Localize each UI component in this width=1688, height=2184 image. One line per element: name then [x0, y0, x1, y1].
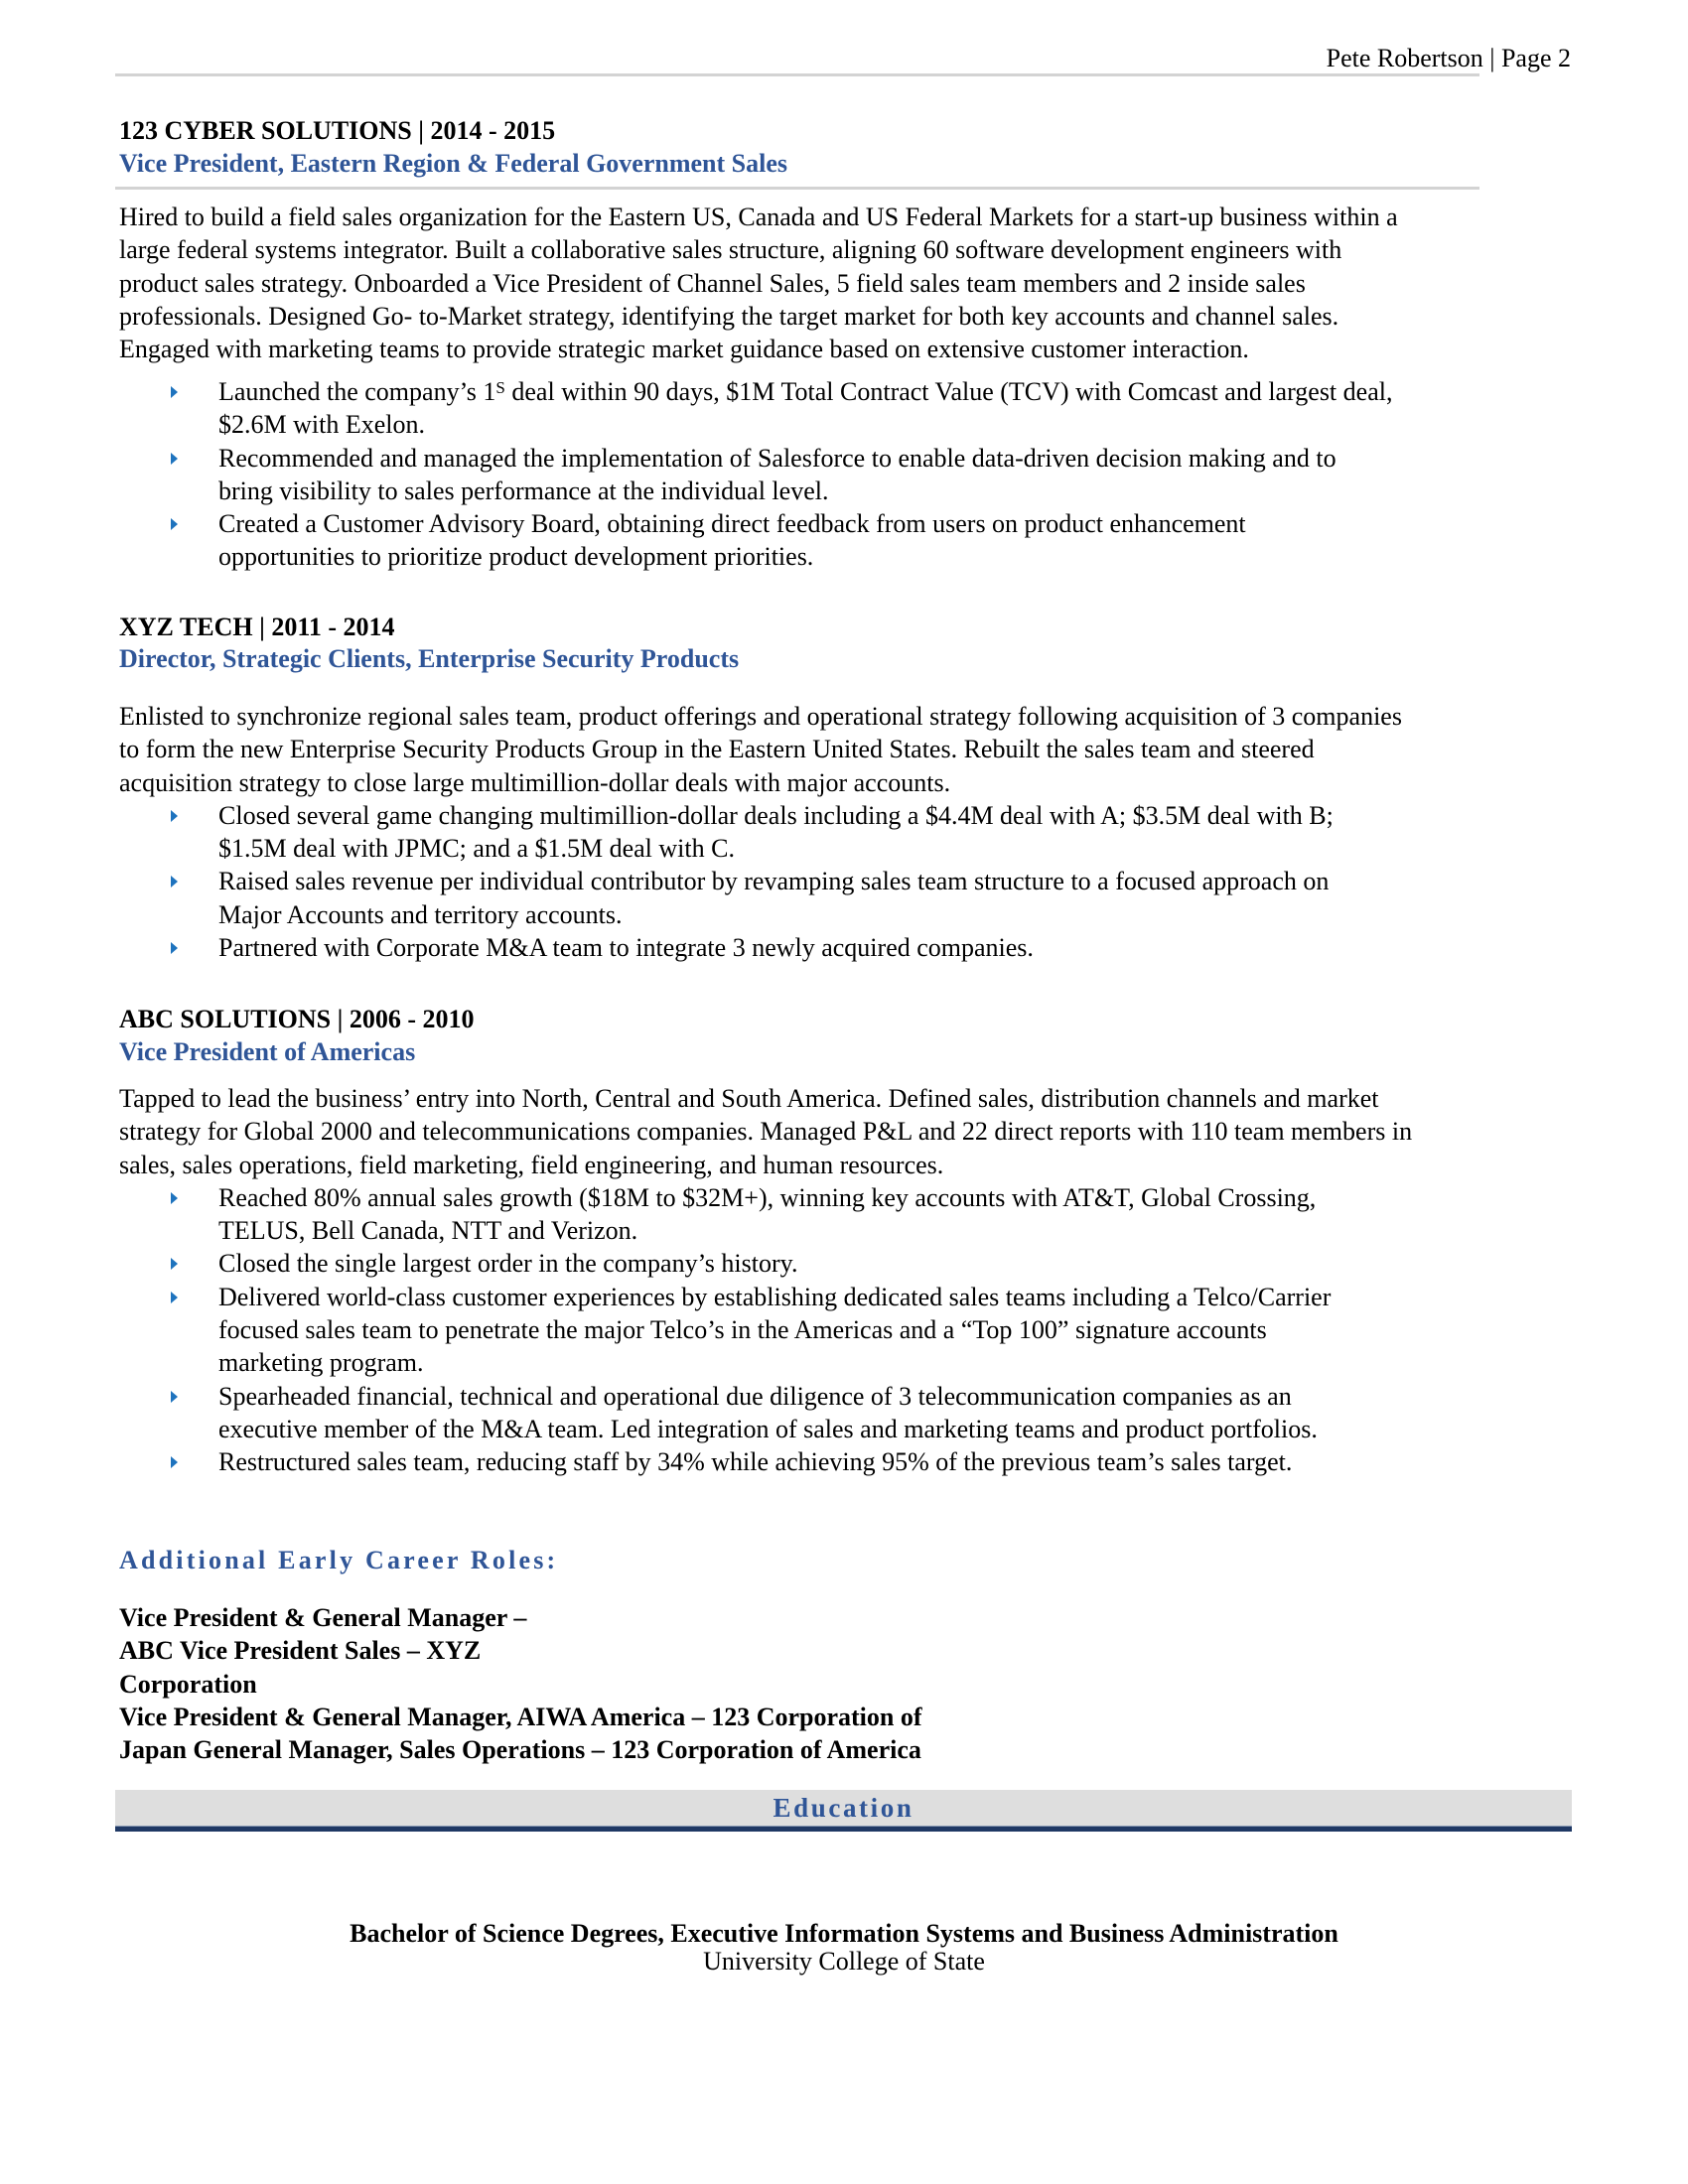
title-rule: [115, 187, 1479, 190]
triangle-right-icon: [171, 453, 178, 465]
education-band-bar: [115, 1826, 1572, 1832]
job-title: Vice President, Eastern Region & Federal Government Sales: [119, 149, 787, 178]
triangle-right-icon: [171, 942, 178, 954]
bullet-item: [119, 1281, 1589, 1380]
triangle-right-icon: [171, 518, 178, 530]
education-section-band: [115, 1790, 1572, 1826]
bullet-text: TELUS, Bell Canada, NTT and Verizon.: [218, 1216, 638, 1246]
bullet-text: $1.5M deal with JPMC; and a $1.5M deal with C.: [218, 834, 735, 864]
early-career-heading: Additional Early Career Roles:: [119, 1546, 559, 1574]
bullet-text: Created a Customer Advisory Board, obtaining direct feedback from users on product enhancement: [218, 509, 1246, 539]
role-line: Vice President & General Manager –: [119, 1603, 527, 1632]
job-title: Director, Strategic Clients, Enterprise Security Products: [119, 644, 740, 673]
bullet-item: [119, 931, 1589, 964]
job-summary: [119, 700, 1589, 964]
triangle-right-icon: [171, 876, 178, 887]
summary-line: sales, sales operations, field marketing, field engineering, and human resources.: [119, 1150, 944, 1179]
summary-line: strategy for Global 2000 and telecommunications companies. Managed P&L and 22 direct reports with 110 team members in: [119, 1117, 1413, 1147]
summary-line: acquisition strategy to close large multimillion-dollar deals with major accounts.: [119, 767, 951, 797]
triangle-right-icon: [171, 1192, 178, 1204]
bullet-text: Recommended and managed the implementation of Salesforce to enable data-driven decision making and to: [218, 443, 1336, 473]
triangle-right-icon: [171, 810, 178, 822]
education-heading: Education: [773, 1793, 914, 1823]
job-title: Vice President of Americas: [119, 1037, 416, 1066]
role-line: Vice President & General Manager, AIWA America – 123 Corporation of: [119, 1702, 922, 1731]
summary-line: to form the new Enterprise Security Products Group in the Eastern United States. Rebuilt the sales team and steered: [119, 735, 1315, 764]
job-company: ABC SOLUTIONS | 2006 - 2010: [119, 1005, 475, 1033]
role-line: Corporation: [119, 1669, 257, 1699]
summary-line: product sales strategy. Onboarded a Vice President of Channel Sales, 5 field sales team members and 2 inside sales: [119, 268, 1306, 298]
bullet-item: [119, 799, 1589, 866]
bullet-text: focused sales team to penetrate the major Telco’s in the Americas and a “Top 100” signature accounts: [218, 1315, 1267, 1345]
triangle-right-icon: [171, 1391, 178, 1403]
bullet-item: [119, 375, 1589, 442]
page-header: Pete Robertson | Page 2: [1326, 44, 1571, 72]
role-line: ABC Vice President Sales – XYZ: [119, 1636, 482, 1666]
bullet-text: Launched the company’s 1: [218, 377, 496, 406]
bullet-item: [119, 507, 1589, 574]
bullet-text: Raised sales revenue per individual contributor by revamping sales team structure to a focused approach on: [218, 867, 1330, 896]
bullet-text: Reached 80% annual sales growth ($18M to $32M+), winning key accounts with AT&T, Global Crossing,: [218, 1182, 1317, 1212]
triangle-right-icon: [171, 386, 178, 398]
bullet-text: deal within 90 days, $1M Total Contract Value (TCV) with Comcast and largest deal,: [504, 377, 1393, 406]
bullet-text: Delivered world-class customer experiences by establishing dedicated sales teams including a Telco/Carrier: [218, 1282, 1332, 1311]
bullet-text: Closed several game changing multimillion-dollar deals including a $4.4M deal with A; $3.5M deal with B;: [218, 800, 1334, 830]
job-summary: [119, 1082, 1589, 1479]
bullet-item: [119, 1247, 1589, 1280]
education-school: University College of State: [703, 1947, 985, 1976]
job-bullets: [119, 375, 1589, 574]
bullet-item: [119, 442, 1589, 508]
triangle-right-icon: [171, 1258, 178, 1270]
education-degree: Bachelor of Science Degrees, Executive Information Systems and Business Administration: [350, 1919, 1338, 1948]
summary-line: large federal systems integrator. Built a collaborative sales structure, aligning 60 software development engineers with: [119, 235, 1342, 265]
bullet-text: Spearheaded financial, technical and operational due diligence of 3 telecommunication companies as an: [218, 1381, 1292, 1411]
bullet-text: bring visibility to sales performance at the individual level.: [218, 476, 829, 505]
bullet-text: Major Accounts and territory accounts.: [218, 899, 623, 929]
triangle-right-icon: [171, 1456, 178, 1468]
summary-line: professionals. Designed Go- to-Market strategy, identifying the target market for both key accounts and channel sales.: [119, 301, 1339, 331]
bullet-item: [119, 865, 1589, 931]
summary-line: Hired to build a field sales organization for the Eastern US, Canada and US Federal Markets for a start-up business within a: [119, 203, 1398, 231]
job-summary: [119, 201, 1589, 365]
bullet-item: [119, 1380, 1589, 1446]
bullet-text: executive member of the M&A team. Led integration of sales and marketing teams and product portfolios.: [218, 1414, 1318, 1443]
bullet-text: Restructured sales team, reducing staff by 34% while achieving 95% of the previous team’s sales target.: [218, 1447, 1293, 1477]
superscript: S: [495, 378, 505, 397]
bullet-text: Closed the single largest order in the company’s history.: [218, 1249, 798, 1279]
summary-line: Enlisted to synchronize regional sales team, product offerings and operational strategy following acquisition of 3 companies: [119, 702, 1402, 731]
role-line: Japan General Manager, Sales Operations – 123 Corporation of America: [119, 1735, 921, 1765]
summary-line: Engaged with marketing teams to provide strategic market guidance based on extensive customer interaction.: [119, 335, 1249, 364]
header-rule: [115, 73, 1479, 76]
bullet-text: marketing program.: [218, 1348, 424, 1378]
summary-line: Tapped to lead the business’ entry into North, Central and South America. Defined sales, distribution channels and market: [119, 1084, 1379, 1113]
job-company: 123 CYBER SOLUTIONS | 2014 - 2015: [119, 116, 556, 145]
bullet-item: [119, 1181, 1589, 1248]
bullet-text: $2.6M with Exelon.: [218, 410, 425, 440]
bullet-text: opportunities to prioritize product development priorities.: [218, 542, 814, 572]
job-company: XYZ TECH | 2011 - 2014: [119, 613, 395, 641]
bullet-item: [119, 1445, 1589, 1478]
early-career-roles: [119, 1601, 922, 1766]
bullet-text: Partnered with Corporate M&A team to integrate 3 newly acquired companies.: [218, 933, 1034, 963]
triangle-right-icon: [171, 1292, 178, 1303]
